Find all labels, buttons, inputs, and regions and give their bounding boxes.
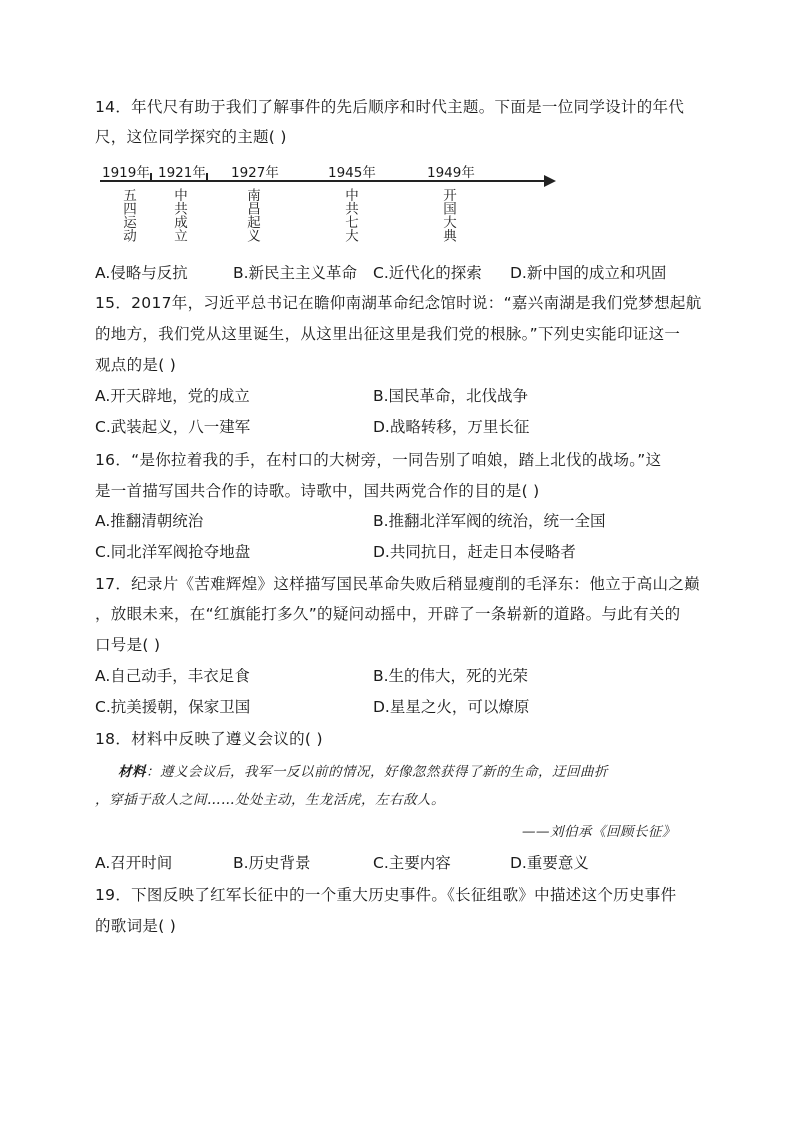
q15-stem-line3: 观点的是( ) [95, 356, 177, 374]
timeline-year: 1945年 [328, 165, 376, 181]
q18-option-d[interactable]: D.重要意义 [510, 854, 589, 872]
q18-material-text: ：遵义会议后，我军一反以前的情况，好像忽然获得了新的生命，迂回曲折 [146, 764, 608, 780]
timeline-tick [150, 173, 152, 181]
q18-option-b[interactable]: B.历史背景 [233, 854, 311, 872]
q18-material-label: 材料 [118, 764, 146, 780]
q18-option-c[interactable]: C.主要内容 [373, 854, 451, 872]
q16-option-b[interactable]: B.推翻北洋军阀的统治，统一全国 [373, 512, 606, 530]
q14-option-a[interactable]: A.侵略与反抗 [95, 264, 188, 282]
q17-option-a[interactable]: A.自己动手，丰衣足食 [95, 667, 250, 685]
q17-stem-line2: ，放眼未来，在“红旗能打多久”的疑问动摇中，开辟了一条崭新的道路。与此有关的 [95, 605, 681, 623]
timeline-year: 1919年 [102, 165, 150, 181]
q16-option-d[interactable]: D.共同抗日，赶走日本侵略者 [373, 543, 576, 561]
q17-option-b[interactable]: B.生的伟大，死的光荣 [373, 667, 529, 685]
timeline-event: 南昌起义 [244, 188, 260, 242]
q19-stem-line2: 的歌词是( ) [95, 917, 177, 935]
q16-option-c[interactable]: C.同北洋军阀抢夺地盘 [95, 543, 251, 561]
timeline-event: 中共成立 [171, 188, 187, 242]
timeline-tick [206, 173, 208, 181]
q14-timeline [100, 160, 560, 252]
q17-option-d[interactable]: D.星星之火，可以燎原 [373, 698, 530, 716]
timeline-event: 中共七大 [342, 188, 358, 242]
q16-option-a[interactable]: A.推翻清朝统治 [95, 512, 204, 530]
q17-option-c[interactable]: C.抗美援朝，保家卫国 [95, 698, 251, 716]
timeline-event: 五四运动 [120, 188, 136, 242]
q18-source: ——刘伯承《回顾长征》 [522, 824, 676, 840]
q16-stem-line2: 是一首描写国共合作的诗歌。诗歌中，国共两党合作的目的是( ) [95, 482, 540, 500]
q15-option-a[interactable]: A.开天辟地，党的成立 [95, 387, 250, 405]
q15-option-b[interactable]: B.国民革命，北伐战争 [373, 387, 529, 405]
timeline-year: 1927年 [231, 165, 279, 181]
q14-stem-line1: 14．年代尺有助于我们了解事件的先后顺序和时代主题。下面是一位同学设计的年代 [95, 98, 685, 116]
timeline-year: 1949年 [427, 165, 475, 181]
q14-stem-line2: 尺，这位同学探究的主题( ) [95, 128, 287, 146]
q15-option-d[interactable]: D.战略转移，万里长征 [373, 418, 530, 436]
q15-option-c[interactable]: C.武装起义，八一建军 [95, 418, 251, 436]
q19-stem-line1: 19．下图反映了红军长征中的一个重大历史事件。《长征组歌》中描述这个历史事件 [95, 886, 677, 904]
q14-option-d[interactable]: D.新中国的成立和巩固 [510, 264, 667, 282]
q15-stem-line2: 的地方，我们党从这里诞生，从这里出征这里是我们党的根脉。”下列史实能印证这一 [95, 325, 681, 343]
timeline-arrow [544, 175, 556, 187]
q18-material-line2: ，穿插于敌人之间……处处主动，生龙活虎，左右敌人。 [95, 792, 445, 808]
timeline-year: 1921年 [158, 165, 206, 181]
q18-stem: 18．材料中反映了遵义会议的( ) [95, 730, 323, 748]
timeline-event: 开国大典 [440, 188, 456, 242]
q18-option-a[interactable]: A.召开时间 [95, 854, 173, 872]
q16-stem-line1: 16．“是你拉着我的手，在村口的大树旁，一同告别了咱娘，踏上北伐的战场。”这 [95, 451, 662, 469]
q14-option-b[interactable]: B.新民主主义革命 [233, 264, 358, 282]
q18-material-line1 [118, 763, 608, 781]
q15-stem-line1: 15．2017年，习近平总书记在瞻仰南湖革命纪念馆时说：“嘉兴南湖是我们党梦想起航 [95, 294, 702, 312]
q17-stem-line1: 17．纪录片《苦难辉煌》这样描写国民革命失败后稍显瘦削的毛泽东：他立于高山之巅 [95, 575, 700, 593]
q17-stem-line3: 口号是( ) [95, 636, 161, 654]
q14-option-c[interactable]: C.近代化的探索 [373, 264, 482, 282]
